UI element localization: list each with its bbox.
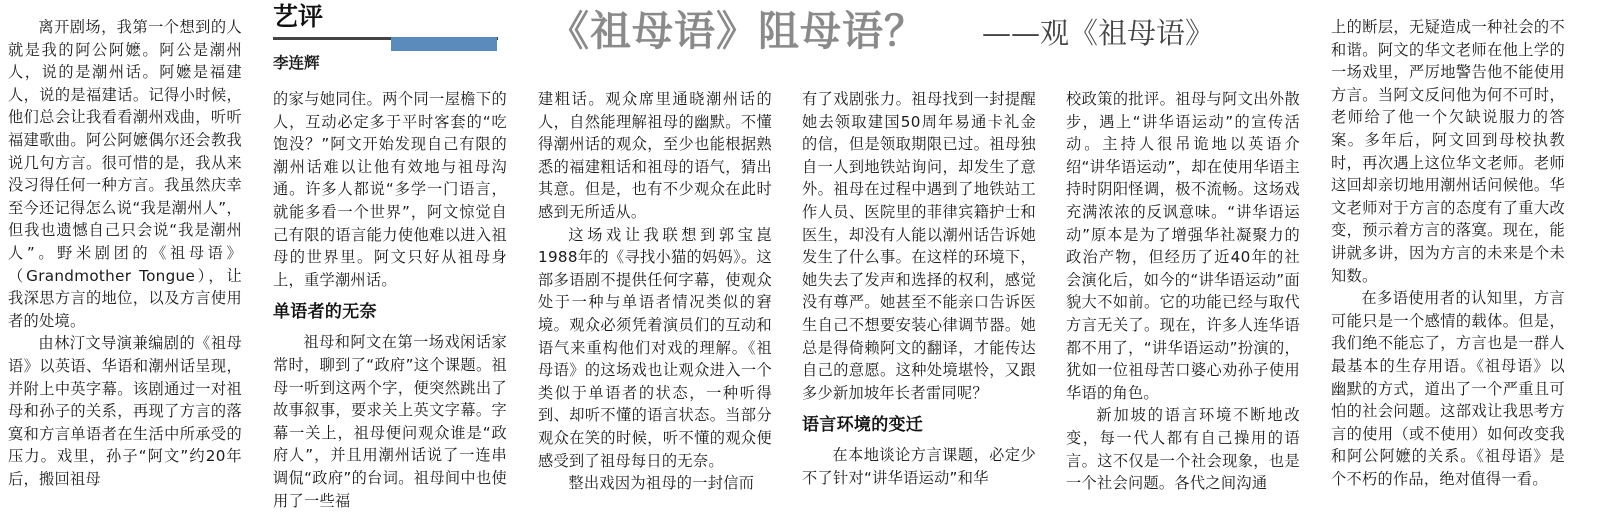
paragraph: 上的断层，无疑造成一种社会的不和谐。阿文的华文老师在他上学的一场戏里，严厉地警告他不能使用方言。当阿文反问他为何不可时，老师给了他一个欠缺说服力的答案。多年后，阿文回到母校执教时，再次遇上这位华文老师。老师这回却亲切地用潮州话问候他。华文老师对于方言的态度有了重大改变，预示着方言的落寞。现在，能讲就多讲，因为方言的未来是个未知数。 bbox=[1331, 18, 1565, 285]
headline: 《祖母语》阻母语？ bbox=[548, 7, 926, 55]
paragraph: 建粗话。观众席里通晓潮州话的人，自然能理解祖母的幽默。不懂得潮州话的观众，至少也能根据熟悉的福建粗话和祖母的语气，猜出其意。但是，也有不少观众在此时感到无所适从。 bbox=[538, 90, 772, 221]
paragraph: 新加坡的语言环境不断地改变，每一代人都有自己操用的语言。这不仅是一个社会现象，也是一个社会问题。各代之间沟通 bbox=[1066, 406, 1300, 493]
author-byline: 李连辉 bbox=[273, 54, 320, 72]
section-heading: 语言环境的变迁 bbox=[802, 415, 924, 436]
article-column-1 bbox=[8, 16, 242, 490]
paragraph: 由林汀文导演兼编剧的《祖母语》以英语、华语和潮州话呈现，并附上中英字幕。该剧通过一对祖母和孙子的关系，再现了方言的落寞和方言单语者在生活中所承受的压力。戏里，孙子“阿文”约20年后，搬回祖母 bbox=[8, 334, 242, 488]
section-tag-accent-bar bbox=[391, 37, 497, 51]
paragraph: 这场戏让我联想到郭宝崑1988年的《寻找小猫的妈妈》。这部多语剧不提供任何字幕，使观众处于一种与单语者情况类似的窘境。观众必须凭着演员们的互动和语气来重构他们对戏的理解。《祖母语》的这场戏也让观众进入一个类似于单语者的状态，一种听得到、却听不懂的语言状态。当部分观众在笑的时候，听不懂的观众便感受到了祖母每日的无奈。 bbox=[538, 225, 772, 470]
article-column-2 bbox=[273, 88, 507, 512]
article-column-5 bbox=[1066, 88, 1300, 495]
article-column-6 bbox=[1331, 16, 1565, 490]
paragraph: 离开剧场，我第一个想到的人就是我的阿公阿嬷。阿公是潮州人，说的是潮州话。阿嬷是福建人，说的是福建话。记得小时候，他们总会让我看看潮州戏曲，听听福建歌曲。阿公阿嬷偶尔还会教我说几句方言。很可惜的是，我从来没习得任何一种方言。我虽然庆幸至今还记得怎么说“我是潮州人”，但我也遗憾自己只会说“我是潮州人”。野米剧团的《祖母语》（Grandmother Tongue），让我深思方言的地位，以及方言使用者的处境。 bbox=[8, 18, 242, 330]
paragraph: 校政策的批评。祖母与阿文出外散步，遇上“讲华语运动”的宣传活动。主持人很吊诡地以英语介绍“讲华语运动”，却在使用华语主持时阴阳怪调，极不流畅。这场戏充满浓浓的反讽意味。“讲华语运动”原本是为了增强华社凝聚力的政治产物，但经历了近40年的社会演化后，如今的“讲华语运动”面貌大不如前。它的功能已经与取代方言无关了。现在，许多人连华语都不用了，“讲华语运动”扮演的，犹如一位祖母苦口婆心劝孙子使用华语的角色。 bbox=[1066, 90, 1300, 402]
paragraph: 在多语使用者的认知里，方言可能只是一个感情的载体。但是，我们绝不能忘了，方言也是一群人最基本的生存用语。《祖母语》以幽默的方式，道出了一个严重且可怕的社会问题。这部戏让我思考方言的使用（或不使用）如何改变我和阿公阿嬷的关系。《祖母语》是个不朽的作品，绝对值得一看。 bbox=[1331, 289, 1565, 488]
paragraph: 祖母和阿文在第一场戏闲话家常时，聊到了“政府”这个课题。祖母一听到这两个字，便突然跳出了故事叙事，要求关上英文字幕。字幕一关上，祖母便问观众谁是“政府人”，并且用潮州话说了一连串调侃“政府”的台词。祖母间中也使用了一些福 bbox=[273, 333, 507, 510]
article-column-3 bbox=[538, 88, 772, 495]
paragraph: 整出戏因为祖母的一封信而 bbox=[568, 474, 755, 493]
paragraph: 在本地谈论方言课题，必定少不了针对“讲华语运动”和华 bbox=[802, 446, 1036, 487]
paragraph: 有了戏剧张力。祖母找到一封提醒她去领取建国50周年易通卡礼金的信，但是领取期限已过。祖母独自一人到地铁站询问，却发生了意外。祖母在过程中遇到了地铁站工作人员、医院里的菲律宾籍护士和医生，却没有人能以潮州话告诉她发生了什么事。在这样的环境下，她失去了发声和选择的权利，感觉没有尊严。她甚至不能亲口告诉医生自己不想要安装心律调节器。她总是得倚赖阿文的翻译，才能传达自己的意愿。这种处境堪怜，又跟多少新加坡年长者雷同呢？ bbox=[802, 90, 1036, 402]
subheadline: ——观《祖母语》 bbox=[982, 16, 1215, 50]
section-heading: 单语者的无奈 bbox=[273, 302, 377, 323]
section-tag: 艺评 bbox=[273, 2, 324, 31]
paragraph: 的家与她同住。两个同一屋檐下的人，互动必定多于平时客套的“吃饱没？”阿文开始发现自己有限的潮州话难以让他有效地与祖母沟通。许多人都说“多学一门语言，就能多看一个世界”，阿文惊觉自己有限的语言能力使他难以进入祖母的世界里。阿文只好从祖母身上，重学潮州话。 bbox=[273, 90, 507, 289]
article-column-4 bbox=[802, 88, 1036, 490]
